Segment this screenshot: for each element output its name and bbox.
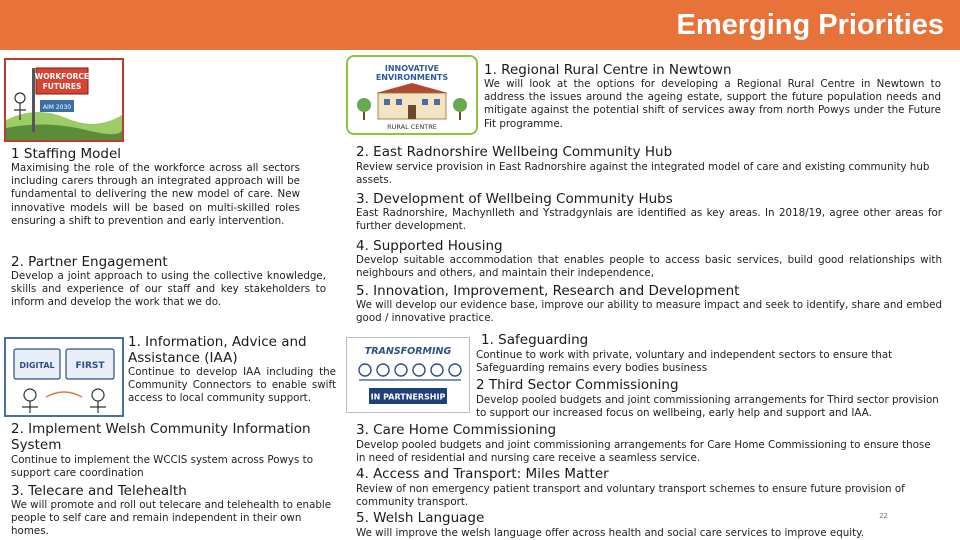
right-top-heading-4: 4. Supported Housing [356, 238, 503, 254]
right-bottom-body-1: Continue to work with private, voluntary and independent sectors to ensure that Safeguarding remains every bodies business [476, 349, 893, 375]
workforce-line1: WORKFORCE [34, 72, 90, 81]
right-bottom-heading-3: 3. Care Home Commissioning [356, 422, 557, 438]
left-top-heading-2: 2. Partner Engagement [11, 254, 168, 270]
right-top-heading-1: 1. Regional Rural Centre in Newtown [484, 62, 732, 78]
right-bottom-heading-4: 4. Access and Transport: Miles Matter [356, 466, 609, 482]
right-top-heading-3: 3. Development of Wellbeing Community Hubs [356, 191, 673, 207]
right-top-body-5: We will develop our evidence base, improve our ability to measure impact and seek to identify, share and embed good / innovative practice. [356, 299, 942, 325]
left-bottom-body-3: We will promote and roll out telecare and telehealth to enable people to self care and remain independent in their own homes. [11, 499, 332, 538]
right-top-body-1: We will look at the options for developing a Regional Rural Centre in Newtown to address the issues around the ageing estate, support the future population needs and mitigate against the potential shift of services away from north Powys under the Future Fit programme. [484, 78, 941, 130]
left-top-heading-1: 1 Staffing Model [11, 146, 122, 162]
left-bottom-body-2: Continue to implement the WCCIS system across Powys to support care coordination [11, 454, 313, 480]
right-bottom-body-3: Develop pooled budgets and joint commissioning arrangements for Care Home Commissioning to ensure those in need of residential and nursing care receive a seamless service. [356, 439, 931, 465]
rural-centre-image [346, 55, 478, 135]
transforming-partnership-image [346, 337, 470, 413]
workforce-futures-image [4, 58, 124, 142]
right-top-heading-2: 2. East Radnorshire Wellbeing Community Hub [356, 144, 673, 160]
left-bottom-body-1: Continue to develop IAA including the Community Connectors to enable swift access to local community support. [128, 366, 336, 405]
transforming-top: TRANSFORMING [364, 346, 452, 357]
right-bottom-body-4: Review of non emergency patient transport and voluntary transport schemes to ensure future provision of community transport. [356, 483, 905, 509]
workforce-sign: AIM 2030 [42, 104, 72, 111]
page-number: 22 [879, 512, 888, 520]
right-top-heading-5: 5. Innovation, Improvement, Research and Development [356, 283, 740, 299]
workforce-line2: FUTURES [42, 82, 82, 91]
left-top-body-2: Develop a joint approach to using the collective knowledge, skills and experience of our staff and key stakeholders to inform and develop the work that we do. [11, 270, 326, 309]
left-bottom-heading-2: 2. Implement Welsh Community Information System [11, 421, 311, 453]
right-bottom-heading-2: 2 Third Sector Commissioning [476, 377, 679, 393]
digital-first-image [4, 337, 124, 417]
right-bottom-body-5: We will improve the welsh language offer across health and social care services to improve equity. [356, 527, 865, 539]
rural-base: RURAL CENTRE [387, 123, 437, 131]
header-bar [0, 0, 960, 50]
rural-line2: ENVIRONMENTS [375, 73, 449, 82]
right-top-body-3: East Radnorshire, Machynlleth and Ystradgynlais are identified as key areas. In 2018/19, agree other areas for further development. [356, 207, 942, 233]
rural-line1: INNOVATIVE [384, 64, 440, 73]
right-bottom-body-2: Develop pooled budgets and joint commissioning arrangements for Third sector provision to support our increased focus on wellbeing, early help and support and IAA. [476, 394, 939, 420]
right-top-body-2: Review service provision in East Radnorshire against the integrated model of care and existing community hub assets. [356, 161, 930, 187]
page-title: Emerging Priorities [676, 9, 944, 41]
left-top-body-1: Maximising the role of the workforce across all sectors including carers through an integrated approach will be fundamental to delivering the new model of care. New innovative models will be based on multi-skilled roles ensuring a shift to prevention and early intervention. [11, 162, 300, 227]
digital-word1: DIGITAL [19, 361, 55, 370]
right-top-body-4: Develop suitable accommodation that enables people to access basic services, build good relationships with neighbours and others, and maintain their independence, [356, 254, 942, 280]
right-bottom-heading-5: 5. Welsh Language [356, 510, 485, 526]
transforming-bottom: IN PARTNERSHIP [370, 392, 446, 402]
left-bottom-heading-3: 3. Telecare and Telehealth [11, 483, 187, 499]
digital-word2: FIRST [75, 361, 105, 371]
right-bottom-heading-1: 1. Safeguarding [481, 332, 589, 348]
left-bottom-heading-1: 1. Information, Advice and Assistance (IAA) [128, 334, 307, 366]
